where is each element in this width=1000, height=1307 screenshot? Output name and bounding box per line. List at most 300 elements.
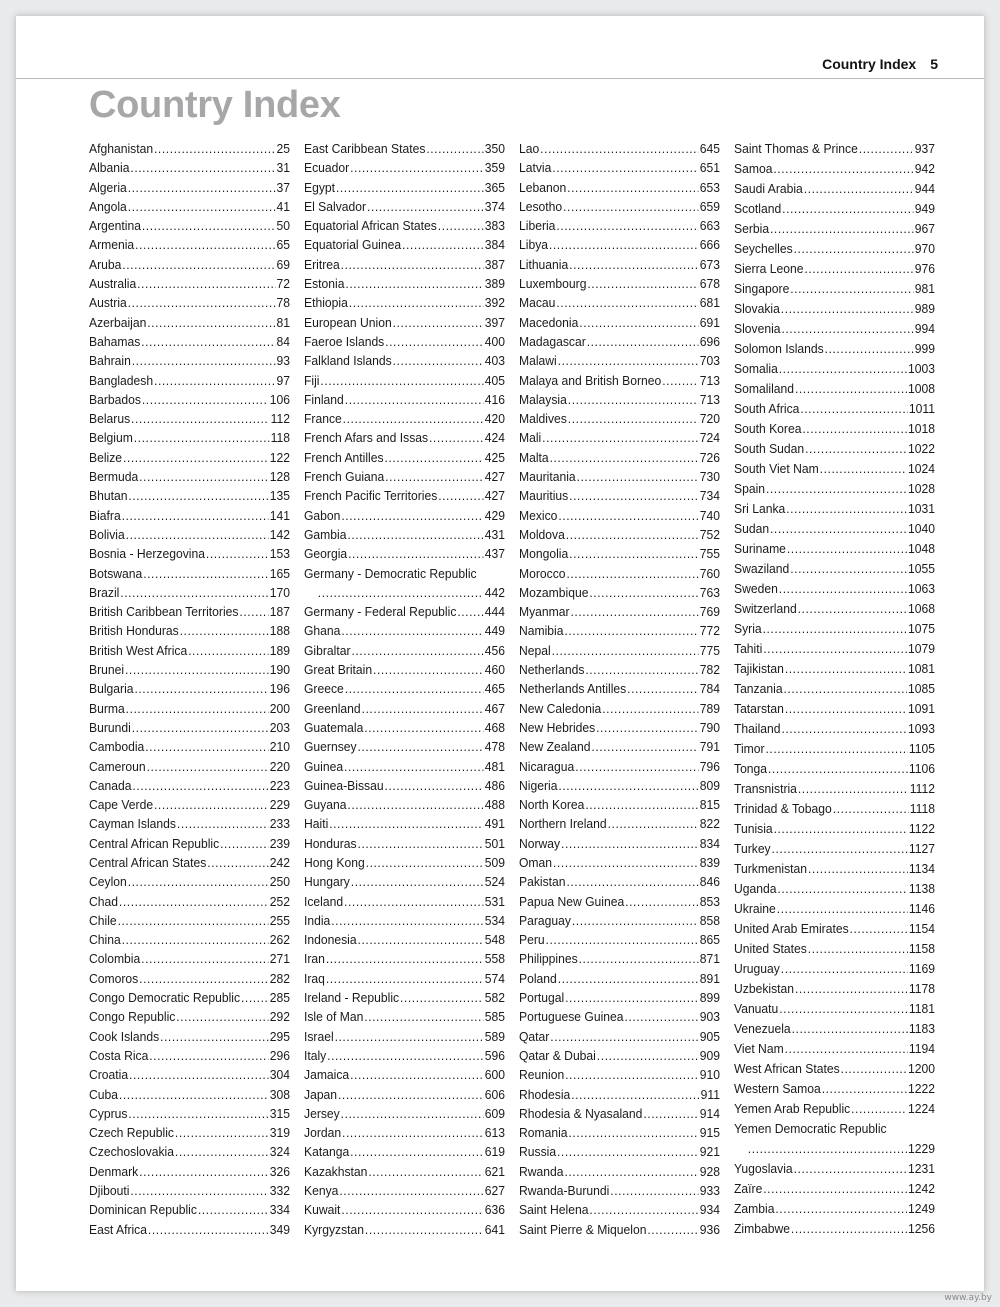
entry-name: Myanmar [519, 604, 570, 620]
leader-dots [572, 911, 699, 930]
index-entry [734, 139, 935, 159]
leader-dots [552, 158, 699, 177]
index-entry [734, 299, 935, 319]
entry-name: Trinidad & Tobago [734, 801, 832, 816]
entry-name: Cayman Islands [89, 816, 176, 832]
index-entry [519, 255, 720, 274]
entry-page-number: 691 [699, 314, 721, 330]
entry-page-number: 839 [699, 854, 721, 870]
entry-name: Hong Kong [304, 854, 365, 870]
entry-page-number: 782 [699, 662, 721, 678]
entry-page-number: 295 [269, 1028, 291, 1044]
leader-dots [608, 814, 699, 833]
index-entry [304, 428, 505, 447]
leader-dots [358, 930, 484, 949]
entry-name: Indonesia [304, 932, 357, 948]
entry-name: Switzerland [734, 601, 797, 616]
entry-page-number: 427 [484, 488, 506, 504]
entry-name: Tajikistan [734, 661, 784, 676]
entry-page-number: 1112 [909, 781, 936, 796]
entry-page-number: 909 [699, 1047, 721, 1063]
entry-page-number: 1022 [908, 441, 936, 456]
entry-name: Cook Islands [89, 1028, 160, 1044]
index-entry [734, 859, 935, 879]
index-entry [734, 699, 935, 719]
entry-page-number: 999 [914, 341, 936, 356]
index-entry [519, 660, 720, 679]
entry-page-number: 84 [276, 333, 291, 349]
entry-page-number: 190 [269, 662, 291, 678]
entry-page-number: 383 [484, 218, 506, 234]
entry-name: British West Africa [89, 642, 188, 658]
leader-dots [770, 219, 914, 239]
entry-name: Cyprus [89, 1105, 128, 1121]
index-entry [89, 313, 290, 332]
leader-dots [180, 621, 269, 640]
leader-dots [791, 1219, 907, 1239]
index-entry [89, 564, 290, 583]
entry-name: Czechoslovakia [89, 1144, 174, 1160]
entry-name: Peru [519, 932, 545, 948]
leader-dots [326, 969, 484, 988]
leader-dots [341, 255, 484, 274]
leader-dots [794, 239, 914, 259]
index-entry [519, 621, 720, 640]
entry-page-number: 696 [699, 333, 721, 349]
leader-dots [859, 139, 914, 159]
leader-dots [602, 699, 699, 718]
entry-name: China [89, 932, 121, 948]
index-entry [734, 579, 935, 599]
entry-page-number: 106 [269, 391, 291, 407]
entry-page-number: 1154 [908, 921, 936, 936]
leader-dots [596, 718, 699, 737]
index-entry [734, 479, 935, 499]
index-entry [519, 814, 720, 833]
entry-page-number: 636 [484, 1202, 506, 1218]
entry-name: India [304, 912, 331, 928]
entry-name: Central African Republic [89, 835, 220, 851]
entry-page-number: 481 [484, 758, 506, 774]
leader-dots [597, 1046, 699, 1065]
index-entry [519, 602, 720, 621]
leader-dots [341, 1104, 484, 1123]
index-entry [304, 969, 505, 988]
entry-name: Slovenia [734, 321, 781, 336]
leader-dots [763, 1179, 907, 1199]
entry-page-number: 1048 [908, 541, 936, 556]
entry-page-number: 815 [699, 797, 721, 813]
index-entry [304, 1123, 505, 1142]
index-entry [304, 872, 505, 891]
entry-name: Lesotho [519, 198, 563, 214]
entry-name: Rhodesia & Nyasaland [519, 1105, 643, 1121]
leader-dots [774, 819, 908, 839]
entry-name: Germany - Federal Republic [304, 604, 457, 620]
leader-dots [822, 1079, 907, 1099]
index-entry [304, 814, 505, 833]
index-entry [89, 1046, 290, 1065]
leader-dots [568, 1123, 698, 1142]
leader-dots [781, 719, 907, 739]
index-entry [734, 1159, 935, 1179]
entry-page-number: 468 [484, 719, 506, 735]
index-entry [89, 583, 290, 602]
entry-name: Lao [519, 141, 540, 156]
index-entry [89, 757, 290, 776]
leader-dots [571, 1085, 700, 1104]
entry-name: Zambia [734, 1201, 775, 1216]
leader-dots [385, 448, 484, 467]
entry-name: Philippines [519, 951, 578, 967]
entry-name: Saint Pierre & Miquelon [519, 1221, 647, 1237]
index-entry [89, 158, 290, 177]
index-entry [89, 332, 290, 351]
entry-page-number: 1011 [908, 401, 936, 416]
index-entry [304, 911, 505, 930]
index-entry [89, 1085, 290, 1104]
entry-name: Seychelles [734, 241, 793, 256]
entry-page-number: 1256 [908, 1221, 936, 1236]
index-entry [519, 274, 720, 293]
entry-page-number: 509 [484, 854, 506, 870]
leader-dots [579, 313, 699, 332]
entry-name: European Union [304, 314, 392, 330]
entry-name: New Zealand [519, 739, 591, 755]
entry-name: Reunion [519, 1067, 565, 1083]
index-entry [89, 776, 290, 795]
entry-page-number: 619 [484, 1144, 506, 1160]
entry-name: Cameroun [89, 758, 146, 774]
index-entry [519, 737, 720, 756]
entry-name: Qatar & Dubai [519, 1047, 596, 1063]
entry-name: Malaya and British Borneo [519, 372, 662, 388]
leader-dots [766, 479, 907, 499]
index-entry [519, 390, 720, 409]
entry-name: Sri Lanka [734, 501, 786, 516]
leader-dots [137, 274, 275, 293]
index-entry [519, 1162, 720, 1181]
leader-dots [768, 759, 908, 779]
entry-page-number: 531 [484, 893, 506, 909]
entry-page-number: 865 [699, 932, 721, 948]
entry-name: Venezuela [734, 1021, 791, 1036]
entry-page-number: 596 [484, 1047, 506, 1063]
leader-dots [342, 1123, 484, 1142]
leader-dots [344, 757, 484, 776]
entry-page-number: 796 [699, 758, 721, 774]
leader-dots [141, 332, 275, 351]
leader-dots [135, 235, 275, 254]
entry-name: Russia [519, 1144, 557, 1160]
index-entry [734, 319, 935, 339]
entry-name: Colombia [89, 951, 141, 967]
entry-name: Botswana [89, 565, 143, 581]
index-entry [89, 930, 290, 949]
index-entry [89, 1027, 290, 1046]
entry-name: Bahamas [89, 333, 141, 349]
entry-page-number: 989 [914, 301, 936, 316]
entry-page-number: 942 [914, 161, 936, 176]
index-entry [519, 351, 720, 370]
entry-name: Ghana [304, 623, 341, 639]
leader-dots [805, 439, 907, 459]
entry-name: Bangladesh [89, 372, 154, 388]
entry-page-number: 1158 [908, 941, 936, 956]
entry-page-number: 262 [269, 932, 291, 948]
entry-page-number: 609 [484, 1105, 506, 1121]
entry-page-number: 653 [699, 179, 721, 195]
index-entry [734, 1099, 935, 1119]
entry-name: French Antilles [304, 449, 384, 465]
entry-page-number: 769 [699, 604, 721, 620]
index-entry [304, 467, 505, 486]
index-entry [519, 486, 720, 505]
index-entry [519, 641, 720, 660]
entry-page-number: 585 [484, 1009, 506, 1025]
leader-dots [393, 313, 484, 332]
index-entry [734, 199, 935, 219]
entry-page-number: 703 [699, 353, 721, 369]
leader-dots [773, 159, 913, 179]
entry-page-number: 491 [484, 816, 506, 832]
index-entry [304, 1065, 505, 1084]
leader-dots [546, 930, 699, 949]
index-entry [519, 795, 720, 814]
leader-dots [820, 459, 907, 479]
leader-dots [367, 197, 484, 216]
entry-page-number: 663 [699, 218, 721, 234]
index-entry [734, 399, 935, 419]
entry-name: Samoa [734, 161, 773, 176]
entry-name: Yemen Arab Republic [734, 1101, 851, 1116]
entry-page-number: 242 [269, 854, 291, 870]
entry-page-number: 809 [699, 777, 721, 793]
leader-dots [148, 1220, 269, 1239]
entry-name: Costa Rica [89, 1047, 149, 1063]
entry-name: Turkey [734, 841, 771, 856]
entry-name: Suriname [734, 541, 786, 556]
leader-dots [320, 371, 483, 390]
entry-page-number: 467 [484, 700, 506, 716]
entry-name: Luxembourg [519, 276, 587, 292]
entry-page-number: 1055 [908, 561, 936, 576]
entry-name: Syria [734, 621, 762, 636]
entry-page-number: 775 [699, 642, 721, 658]
entry-name: Portuguese Guinea [519, 1009, 624, 1025]
leader-dots [141, 949, 269, 968]
index-entry [519, 1104, 720, 1123]
leader-dots [748, 1139, 907, 1159]
leader-dots [128, 293, 276, 312]
index-entry [304, 1085, 505, 1104]
entry-name: East Africa [89, 1221, 148, 1237]
leader-dots [662, 371, 699, 390]
index-entry [304, 332, 505, 351]
leader-dots [142, 216, 276, 235]
leader-dots [130, 1181, 268, 1200]
entry-page-number: 903 [699, 1009, 721, 1025]
entry-name: Guinea-Bissau [304, 777, 384, 793]
entry-page-number: 1122 [908, 821, 936, 836]
entry-page-number: 1091 [908, 701, 936, 716]
index-entry [734, 759, 935, 779]
entry-name: Saudi Arabia [734, 181, 803, 196]
entry-page-number: 50 [276, 218, 291, 234]
leader-dots [341, 621, 483, 640]
entry-name: Maldives [519, 411, 567, 427]
entry-page-number: 853 [699, 893, 721, 909]
entry-page-number: 122 [269, 449, 291, 465]
entry-name: Cape Verde [89, 797, 154, 813]
entry-page-number: 1028 [908, 481, 936, 496]
index-entry [734, 939, 935, 959]
leader-dots [792, 1019, 908, 1039]
index-entry [734, 259, 935, 279]
index-entry [519, 216, 720, 235]
index-entry [734, 559, 935, 579]
leader-dots [341, 506, 483, 525]
index-entry [519, 911, 720, 930]
leader-dots [129, 1065, 269, 1084]
index-entry [89, 853, 290, 872]
entry-page-number: 934 [699, 1202, 721, 1218]
leader-dots [833, 799, 909, 819]
index-entry [304, 621, 505, 640]
entry-name: Moldova [519, 526, 565, 542]
index-entry [519, 1007, 720, 1026]
entry-page-number: 1003 [908, 361, 936, 376]
index-entry [734, 459, 935, 479]
entry-name: Armenia [89, 237, 135, 253]
entry-name: Slovakia [734, 301, 780, 316]
leader-dots [772, 839, 908, 859]
leader-dots [457, 602, 484, 621]
leader-dots [128, 486, 268, 505]
entry-name: Mongolia [519, 546, 569, 562]
leader-dots [329, 814, 484, 833]
entry-page-number: 285 [269, 990, 291, 1006]
entry-page-number: 349 [269, 1221, 291, 1237]
entry-page-number: 81 [276, 314, 291, 330]
index-entry [89, 834, 290, 853]
index-entry [89, 506, 290, 525]
entry-name: Central African States [89, 854, 207, 870]
leader-dots [779, 359, 907, 379]
leader-dots [177, 814, 269, 833]
index-entry [304, 486, 505, 505]
leader-dots [154, 139, 276, 158]
index-entry [734, 439, 935, 459]
leader-dots [553, 853, 699, 872]
entry-page-number: 713 [699, 391, 721, 407]
leader-dots [206, 544, 269, 563]
entry-name: Kazakhstan [304, 1163, 368, 1179]
index-entry [734, 539, 935, 559]
entry-page-number: 308 [269, 1086, 291, 1102]
entry-name: Gambia [304, 526, 347, 542]
index-entry [89, 969, 290, 988]
entry-name: Somaliland [734, 381, 795, 396]
entry-page-number: 69 [276, 256, 291, 272]
leader-dots [556, 293, 698, 312]
index-entry [89, 911, 290, 930]
index-entry [304, 1027, 505, 1046]
index-entry [519, 371, 720, 390]
index-entry [734, 239, 935, 259]
entry-name: Timor [734, 741, 765, 756]
leader-dots [139, 467, 269, 486]
page-title: Country Index [89, 84, 341, 126]
entry-name: Guernsey [304, 739, 357, 755]
entry-name: Bhutan [89, 488, 128, 504]
index-entry [89, 448, 290, 467]
entry-page-number: 389 [484, 276, 506, 292]
index-entry [89, 892, 290, 911]
entry-name: Ceylon [89, 874, 127, 890]
leader-dots [143, 564, 269, 583]
document-page [16, 16, 984, 1291]
entry-name: West African States [734, 1061, 840, 1076]
entry-page-number: 25 [276, 141, 291, 156]
index-entry [89, 1142, 290, 1161]
entry-page-number: 1079 [908, 641, 936, 656]
index-entry [89, 660, 290, 679]
index-entry [304, 892, 505, 911]
entry-name: Canada [89, 777, 132, 793]
entry-page-number: 427 [484, 469, 506, 485]
leader-dots [125, 660, 269, 679]
leader-dots [154, 371, 276, 390]
index-entry [519, 139, 720, 158]
leader-dots [344, 892, 484, 911]
index-entry [304, 679, 505, 698]
index-column-4 [734, 139, 935, 1239]
leader-dots [765, 739, 908, 759]
entry-page-number: 755 [699, 546, 721, 562]
running-header [16, 16, 984, 79]
leader-dots [587, 274, 698, 293]
entry-page-number: 405 [484, 372, 506, 388]
entry-name: Cambodia [89, 739, 145, 755]
leader-dots [426, 139, 484, 158]
leader-dots [123, 448, 269, 467]
entry-name: Congo Republic [89, 1009, 176, 1025]
leader-dots [345, 274, 483, 293]
entry-name: Ireland - Republic [304, 990, 400, 1006]
index-entry [734, 659, 935, 679]
entry-name: Nepal [519, 642, 551, 658]
entry-page-number: 324 [269, 1144, 291, 1160]
index-entry [519, 235, 720, 254]
leader-dots [345, 390, 484, 409]
entry-page-number: 651 [699, 160, 721, 176]
leader-dots [558, 776, 698, 795]
entry-name: Solomon Islands [734, 341, 824, 356]
entry-name: Angola [89, 198, 127, 214]
entry-page-number: 928 [699, 1163, 721, 1179]
entry-page-number: 332 [269, 1183, 291, 1199]
entry-page-number: 1127 [908, 841, 936, 856]
entry-name: Tunisia [734, 821, 773, 836]
entry-page-number: 93 [276, 353, 291, 369]
entry-name: Afghanistan [89, 141, 154, 156]
index-entry [519, 853, 720, 872]
entry-page-number: 478 [484, 739, 506, 755]
index-entry [89, 641, 290, 660]
index-entry [89, 274, 290, 293]
entry-name: Saint Thomas & Prince [734, 141, 858, 156]
